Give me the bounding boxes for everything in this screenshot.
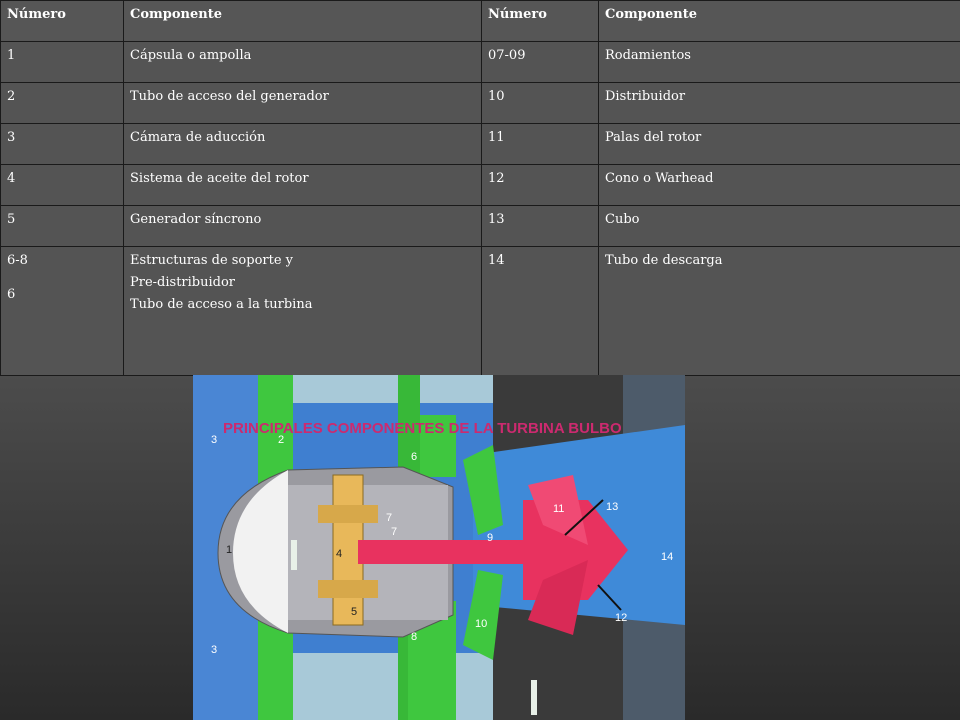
label-3: 3 <box>211 644 218 656</box>
label-11: 11 <box>553 503 565 515</box>
cell-component: Cubo <box>599 206 960 247</box>
cell-number: 11 <box>482 124 599 165</box>
label-3: 3 <box>211 434 218 446</box>
label-9: 9 <box>487 532 494 544</box>
cell-component: Cámara de aducción <box>124 124 482 165</box>
cell-line: 6 <box>7 287 16 302</box>
header-numero-1: Número <box>1 1 124 42</box>
cell-number <box>1 247 124 376</box>
header-componente-1: Componente <box>124 1 482 42</box>
table-row <box>1 124 960 165</box>
generator-bearing <box>318 580 378 598</box>
cell-number: 07-09 <box>482 42 599 83</box>
label-13: 13 <box>606 501 619 513</box>
table-row <box>1 247 960 376</box>
label-12: 12 <box>615 612 628 624</box>
cell-line: Tubo de acceso a la turbina <box>130 297 313 312</box>
cell-line: Estructuras de soporte y <box>130 253 294 268</box>
label-1: 1 <box>226 544 233 556</box>
label-8: 8 <box>411 631 418 643</box>
label-4: 4 <box>336 548 343 560</box>
cell-number: 12 <box>482 165 599 206</box>
rotor-shaft <box>358 540 543 564</box>
table-header-row <box>1 1 960 42</box>
cell-component: Tubo de acceso del generador <box>124 83 482 124</box>
cell-number: 4 <box>1 165 124 206</box>
cell-component: Cápsula o ampolla <box>124 42 482 83</box>
cell-component: Generador síncrono <box>124 206 482 247</box>
table-row <box>1 165 960 206</box>
bulb-turbine-figure <box>193 375 685 720</box>
cell-line: 6-8 <box>7 253 28 268</box>
header-numero-2: Número <box>482 1 599 42</box>
cell-line: Pre-distribuidor <box>130 275 236 290</box>
label-6: 6 <box>411 451 418 463</box>
cell-number: 1 <box>1 42 124 83</box>
person-figure <box>291 540 297 570</box>
cell-component: Palas del rotor <box>599 124 960 165</box>
figure-title: PRINCIPALES COMPONENTES DE LA TURBINA BULBO <box>223 420 622 437</box>
cell-number: 3 <box>1 124 124 165</box>
cell-number: 14 <box>482 247 599 376</box>
cell-number: 13 <box>482 206 599 247</box>
cell-number: 10 <box>482 83 599 124</box>
cell-component: Rodamientos <box>599 42 960 83</box>
label-2: 2 <box>278 434 285 446</box>
cell-component: Sistema de aceite del rotor <box>124 165 482 206</box>
header-componente-2: Componente <box>599 1 960 42</box>
cell-number: 2 <box>1 83 124 124</box>
cell-component: Cono o Warhead <box>599 165 960 206</box>
table-row <box>1 206 960 247</box>
table-row <box>1 42 960 83</box>
table-row <box>1 83 960 124</box>
label-14: 14 <box>661 551 674 563</box>
cell-component <box>124 247 482 376</box>
generator-bearing <box>318 505 378 523</box>
label-7: 7 <box>391 526 398 538</box>
person-figure <box>531 680 537 715</box>
cell-component: Tubo de descarga <box>599 247 960 376</box>
label-10: 10 <box>475 618 488 630</box>
label-5: 5 <box>351 606 358 618</box>
cell-component: Distribuidor <box>599 83 960 124</box>
cell-number: 5 <box>1 206 124 247</box>
label-7: 7 <box>386 512 393 524</box>
